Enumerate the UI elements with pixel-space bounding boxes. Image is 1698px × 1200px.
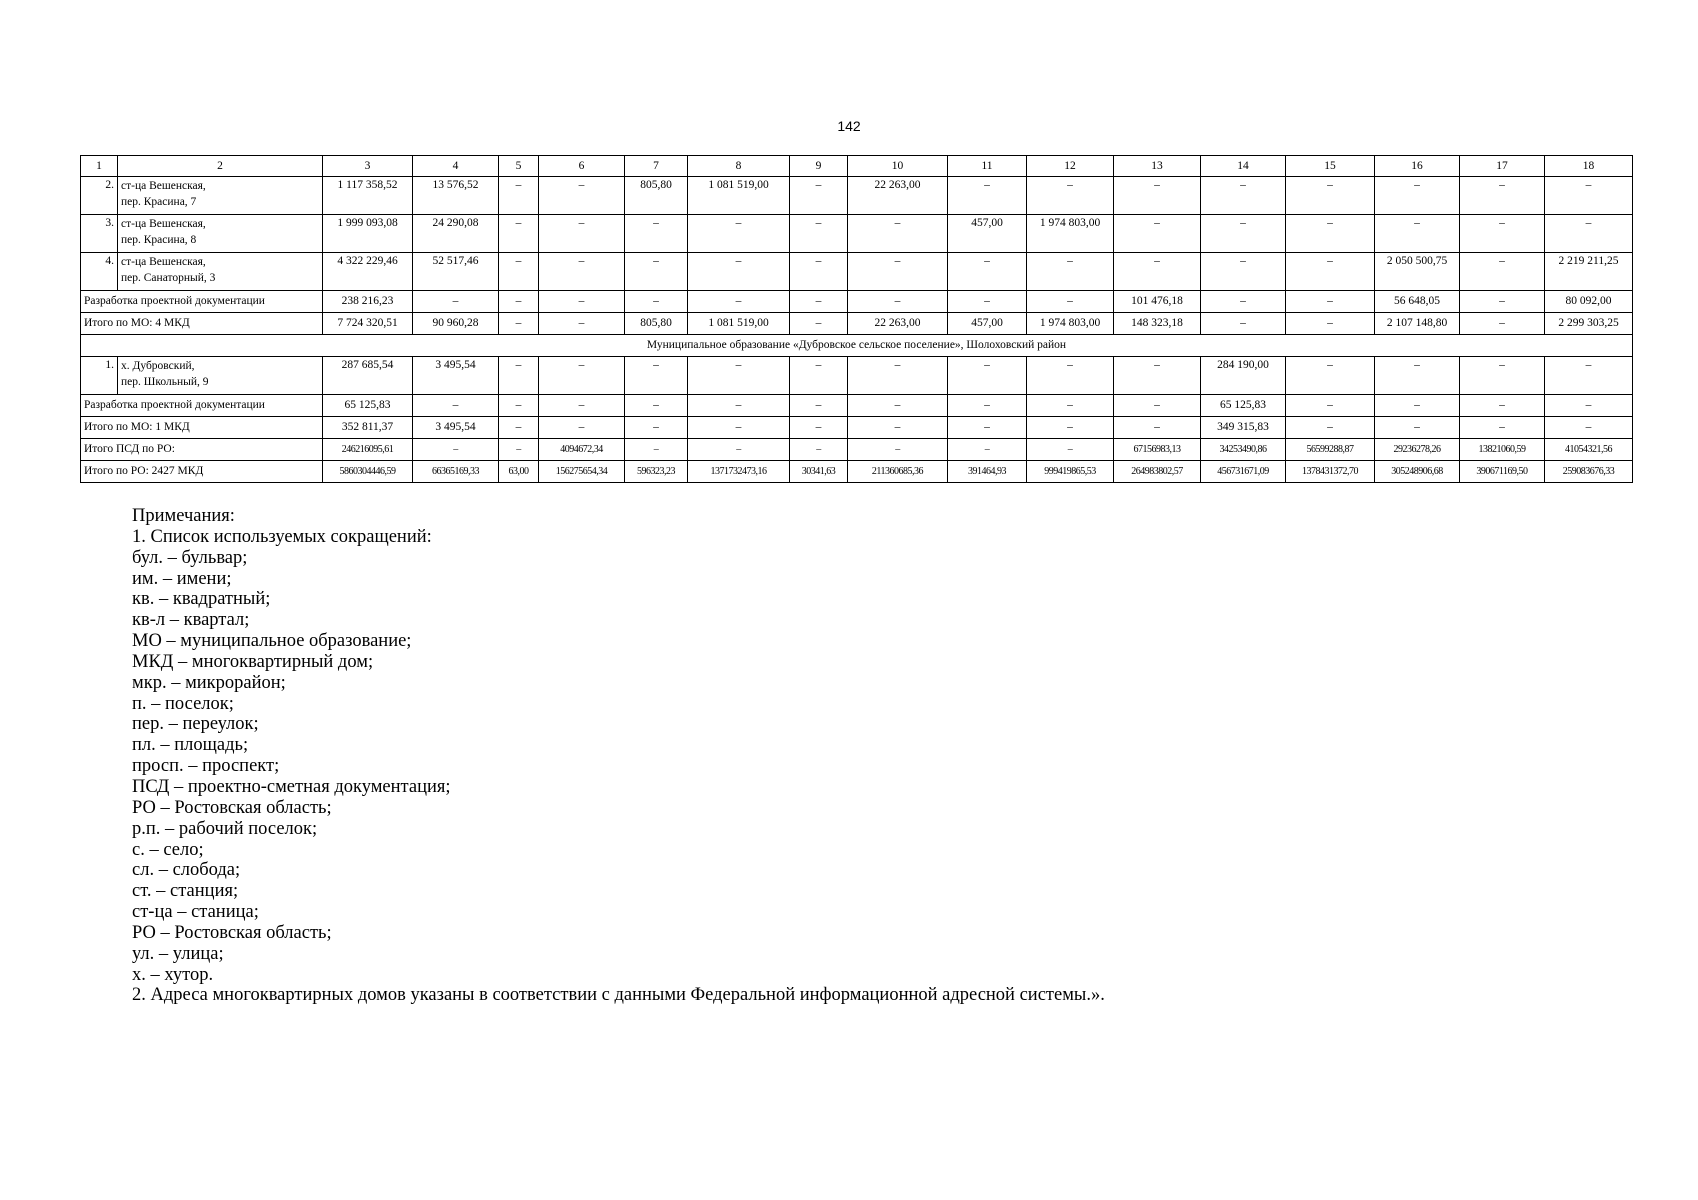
value-cell: – [539, 215, 625, 253]
abbreviation-item: бул. – бульвар; [132, 547, 248, 568]
value-cell: 2 219 211,25 [1545, 253, 1633, 291]
table-row [81, 215, 1633, 253]
notes-title: Примечания: [132, 506, 235, 526]
value-cell: 101 476,18 [1114, 291, 1201, 313]
value-cell: – [688, 357, 790, 395]
value-cell: 30341,63 [790, 461, 848, 483]
abbreviation-item: х. – хутор. [132, 964, 214, 985]
value-cell: 305248906,68 [1375, 461, 1460, 483]
value-cell: – [1027, 439, 1114, 461]
value-cell: – [1286, 177, 1375, 215]
value-cell: 4094672,34 [539, 439, 625, 461]
value-cell: – [625, 439, 688, 461]
value-cell: – [1375, 357, 1460, 395]
value-cell: 2 299 303,25 [1545, 313, 1633, 335]
abbreviation-item: мкр. – микрорайон; [132, 672, 286, 693]
col-number: 8 [688, 156, 790, 177]
value-cell: – [848, 395, 948, 417]
col-number: 16 [1375, 156, 1460, 177]
value-cell: 211360685,36 [848, 461, 948, 483]
value-cell: – [790, 439, 848, 461]
abbreviation-item: пер. – переулок; [132, 714, 259, 735]
col-number: 17 [1460, 156, 1545, 177]
address-cell [118, 177, 323, 215]
value-cell: – [848, 357, 948, 395]
summary-label: Итого по МО: 4 МКД [81, 313, 323, 335]
abbreviation-item: пл. – площадь; [132, 735, 249, 756]
col-number: 9 [790, 156, 848, 177]
value-cell: – [625, 291, 688, 313]
value-cell: – [1460, 177, 1545, 215]
value-cell: 13 576,52 [413, 177, 499, 215]
value-cell: 63,00 [499, 461, 539, 483]
value-cell: – [1375, 395, 1460, 417]
value-cell: – [790, 215, 848, 253]
address-cell [118, 253, 323, 291]
value-cell: – [1114, 395, 1201, 417]
value-cell: 246216095,61 [323, 439, 413, 461]
value-cell: – [1460, 291, 1545, 313]
value-cell: – [848, 215, 948, 253]
value-cell: 349 315,83 [1201, 417, 1286, 439]
value-cell: – [1460, 357, 1545, 395]
value-cell: 1378431372,70 [1286, 461, 1375, 483]
col-number: 11 [948, 156, 1027, 177]
value-cell: – [688, 395, 790, 417]
page-number: 142 [837, 118, 861, 134]
abbreviation-item: кв. – квадратный; [132, 589, 271, 610]
value-cell: 596323,23 [625, 461, 688, 483]
value-cell: – [1027, 417, 1114, 439]
value-cell: 284 190,00 [1201, 357, 1286, 395]
value-cell: – [625, 215, 688, 253]
table-row [81, 253, 1633, 291]
value-cell: – [1201, 177, 1286, 215]
value-cell: – [948, 357, 1027, 395]
value-cell: – [625, 357, 688, 395]
abbreviation-item: ст-ца – станица; [132, 902, 259, 923]
row-number: 4. [81, 253, 118, 291]
value-cell: – [539, 417, 625, 439]
value-cell: – [1545, 177, 1633, 215]
value-cell: – [413, 395, 499, 417]
col-number: 3 [323, 156, 413, 177]
value-cell: – [1201, 215, 1286, 253]
summary-label: Разработка проектной документации [81, 395, 323, 417]
abbreviation-item: МО – муниципальное образование; [132, 631, 412, 652]
value-cell: 56599288,87 [1286, 439, 1375, 461]
value-cell: – [1114, 177, 1201, 215]
value-cell: – [1114, 357, 1201, 395]
value-cell: – [1545, 215, 1633, 253]
value-cell: 13821060,59 [1460, 439, 1545, 461]
value-cell: – [848, 439, 948, 461]
value-cell: 29236278,26 [1375, 439, 1460, 461]
value-cell: – [539, 357, 625, 395]
value-cell: 456731671,09 [1201, 461, 1286, 483]
address-line: ст-ца Вешенская, [121, 180, 206, 192]
value-cell: 22 263,00 [848, 313, 948, 335]
value-cell: – [948, 395, 1027, 417]
notes-item-1: 1. Список используемых сокращений: [132, 526, 432, 547]
address-cell [118, 357, 323, 395]
value-cell: 457,00 [948, 215, 1027, 253]
abbreviation-item: п. – поселок; [132, 693, 234, 714]
value-cell: – [1027, 395, 1114, 417]
value-cell: – [1460, 253, 1545, 291]
value-cell: – [1286, 215, 1375, 253]
value-cell: – [790, 357, 848, 395]
value-cell: – [848, 291, 948, 313]
value-cell: – [499, 439, 539, 461]
col-number: 1 [81, 156, 118, 177]
value-cell: – [790, 417, 848, 439]
value-cell: 1 974 803,00 [1027, 215, 1114, 253]
value-cell: – [790, 253, 848, 291]
summary-row [81, 439, 1633, 461]
row-number: 2. [81, 177, 118, 215]
value-cell: – [1545, 417, 1633, 439]
row-number: 1. [81, 357, 118, 395]
value-cell: – [948, 253, 1027, 291]
value-cell: – [1286, 253, 1375, 291]
value-cell: 1 974 803,00 [1027, 313, 1114, 335]
value-cell: – [790, 291, 848, 313]
summary-label: Итого по МО: 1 МКД [81, 417, 323, 439]
value-cell: 52 517,46 [413, 253, 499, 291]
value-cell: – [688, 291, 790, 313]
value-cell: 66365169,33 [413, 461, 499, 483]
value-cell: 2 050 500,75 [1375, 253, 1460, 291]
value-cell: – [539, 291, 625, 313]
value-cell: – [625, 253, 688, 291]
summary-row [81, 461, 1633, 483]
value-cell: 65 125,83 [1201, 395, 1286, 417]
value-cell: – [499, 177, 539, 215]
abbreviation-item: МКД – многоквартирный дом; [132, 651, 374, 672]
value-cell: – [1286, 313, 1375, 335]
value-cell: – [688, 215, 790, 253]
value-cell: 287 685,54 [323, 357, 413, 395]
notes [132, 506, 1612, 1006]
value-cell: – [1201, 253, 1286, 291]
address-cell [118, 215, 323, 253]
address-line: х. Дубровский, [121, 360, 195, 372]
col-number: 14 [1201, 156, 1286, 177]
col-number: 18 [1545, 156, 1633, 177]
value-cell: – [499, 395, 539, 417]
value-cell: – [1027, 291, 1114, 313]
abbreviation-item: РО – Ростовская область; [132, 922, 332, 943]
value-cell: 805,80 [625, 177, 688, 215]
value-cell: – [1460, 417, 1545, 439]
value-cell: 390671169,50 [1460, 461, 1545, 483]
value-cell: – [1460, 215, 1545, 253]
abbreviation-item: просп. – проспект; [132, 756, 280, 777]
value-cell: – [499, 357, 539, 395]
value-cell: 1371732473,16 [688, 461, 790, 483]
value-cell: – [948, 417, 1027, 439]
value-cell: 156275654,34 [539, 461, 625, 483]
value-cell: – [688, 439, 790, 461]
value-cell: – [499, 417, 539, 439]
value-cell: – [1286, 417, 1375, 439]
summary-row [81, 417, 1633, 439]
value-cell: – [499, 215, 539, 253]
col-number: 15 [1286, 156, 1375, 177]
value-cell: – [1545, 395, 1633, 417]
value-cell: – [499, 313, 539, 335]
value-cell: 65 125,83 [323, 395, 413, 417]
col-number: 10 [848, 156, 948, 177]
address-line: пер. Красина, 7 [121, 196, 197, 208]
value-cell: – [539, 177, 625, 215]
address-line: ст-ца Вешенская, [121, 218, 206, 230]
value-cell: – [625, 395, 688, 417]
value-cell: 56 648,05 [1375, 291, 1460, 313]
value-cell: 67156983,13 [1114, 439, 1201, 461]
row-number: 3. [81, 215, 118, 253]
abbreviation-item: кв-л – квартал; [132, 610, 250, 631]
value-cell: 4 322 229,46 [323, 253, 413, 291]
value-cell: 90 960,28 [413, 313, 499, 335]
summary-row [81, 395, 1633, 417]
value-cell: 457,00 [948, 313, 1027, 335]
value-cell: 80 092,00 [1545, 291, 1633, 313]
value-cell: 2 107 148,80 [1375, 313, 1460, 335]
value-cell: – [790, 313, 848, 335]
value-cell: 3 495,54 [413, 357, 499, 395]
abbreviation-item: сл. – слобода; [132, 860, 241, 881]
value-cell: – [1114, 253, 1201, 291]
summary-label: Итого ПСД по РО: [81, 439, 323, 461]
value-cell: 999419865,53 [1027, 461, 1114, 483]
value-cell: 1 081 519,00 [688, 177, 790, 215]
col-number: 2 [118, 156, 323, 177]
section-title: Муниципальное образование «Дубровское сельское поселение», Шолоховский район [81, 335, 1633, 357]
value-cell: – [1201, 291, 1286, 313]
value-cell: – [539, 313, 625, 335]
value-cell: 805,80 [625, 313, 688, 335]
value-cell: 391464,93 [948, 461, 1027, 483]
col-number: 7 [625, 156, 688, 177]
abbreviation-item: ул. – улица; [132, 943, 224, 964]
table-row [81, 357, 1633, 395]
value-cell: 148 323,18 [1114, 313, 1201, 335]
value-cell: 238 216,23 [323, 291, 413, 313]
value-cell: – [1375, 215, 1460, 253]
col-number: 6 [539, 156, 625, 177]
value-cell: – [499, 291, 539, 313]
value-cell: – [1545, 357, 1633, 395]
value-cell: 1 081 519,00 [688, 313, 790, 335]
value-cell: 1 999 093,08 [323, 215, 413, 253]
value-cell: – [848, 253, 948, 291]
table-row [81, 177, 1633, 215]
value-cell: – [413, 439, 499, 461]
value-cell: – [499, 253, 539, 291]
value-cell: – [1201, 313, 1286, 335]
value-cell: 3 495,54 [413, 417, 499, 439]
value-cell: – [539, 253, 625, 291]
value-cell: – [1375, 177, 1460, 215]
summary-label: Итого по РО: 2427 МКД [81, 461, 323, 483]
value-cell: 352 811,37 [323, 417, 413, 439]
section-header-row [81, 335, 1633, 357]
col-number: 13 [1114, 156, 1201, 177]
value-cell: – [625, 417, 688, 439]
funding-table [80, 155, 1633, 483]
address-line: пер. Красина, 8 [121, 234, 197, 246]
value-cell: – [1286, 357, 1375, 395]
value-cell: – [539, 395, 625, 417]
address-line: ст-ца Вешенская, [121, 256, 206, 268]
value-cell: 259083676,33 [1545, 461, 1633, 483]
value-cell: – [1027, 253, 1114, 291]
summary-row [81, 313, 1633, 335]
column-number-row [81, 156, 1633, 177]
abbreviation-list [132, 548, 1612, 986]
value-cell: – [948, 439, 1027, 461]
value-cell: – [688, 417, 790, 439]
col-number: 4 [413, 156, 499, 177]
value-cell: – [948, 177, 1027, 215]
abbreviation-item: РО – Ростовская область; [132, 797, 332, 818]
value-cell: – [790, 177, 848, 215]
value-cell: – [1460, 313, 1545, 335]
col-number: 12 [1027, 156, 1114, 177]
col-number: 5 [499, 156, 539, 177]
value-cell: – [1027, 177, 1114, 215]
value-cell: – [688, 253, 790, 291]
abbreviation-item: с. – село; [132, 839, 204, 860]
value-cell: – [948, 291, 1027, 313]
abbreviation-item: р.п. – рабочий поселок; [132, 818, 318, 839]
value-cell: 5860304446,59 [323, 461, 413, 483]
address-line: пер. Санаторный, 3 [121, 272, 216, 284]
value-cell: – [1286, 291, 1375, 313]
value-cell: 1 117 358,52 [323, 177, 413, 215]
value-cell: – [1114, 215, 1201, 253]
abbreviation-item: им. – имени; [132, 568, 232, 589]
summary-label: Разработка проектной документации [81, 291, 323, 313]
notes-item-2: 2. Адреса многоквартирных домов указаны в соответствии с данными Федеральной информационной адресной системы.». [132, 985, 1105, 1006]
value-cell: – [1114, 417, 1201, 439]
address-line: пер. Школьный, 9 [121, 376, 209, 388]
value-cell: 22 263,00 [848, 177, 948, 215]
value-cell: – [1027, 357, 1114, 395]
value-cell: – [413, 291, 499, 313]
abbreviation-item: ст. – станция; [132, 881, 239, 902]
value-cell: 41054321,56 [1545, 439, 1633, 461]
summary-row [81, 291, 1633, 313]
value-cell: – [848, 417, 948, 439]
abbreviation-item: ПСД – проектно-сметная документация; [132, 776, 451, 797]
value-cell: – [1375, 417, 1460, 439]
value-cell: – [1460, 395, 1545, 417]
value-cell: 24 290,08 [413, 215, 499, 253]
value-cell: 7 724 320,51 [323, 313, 413, 335]
value-cell: – [1286, 395, 1375, 417]
value-cell: 264983802,57 [1114, 461, 1201, 483]
value-cell: – [790, 395, 848, 417]
value-cell: 34253490,86 [1201, 439, 1286, 461]
